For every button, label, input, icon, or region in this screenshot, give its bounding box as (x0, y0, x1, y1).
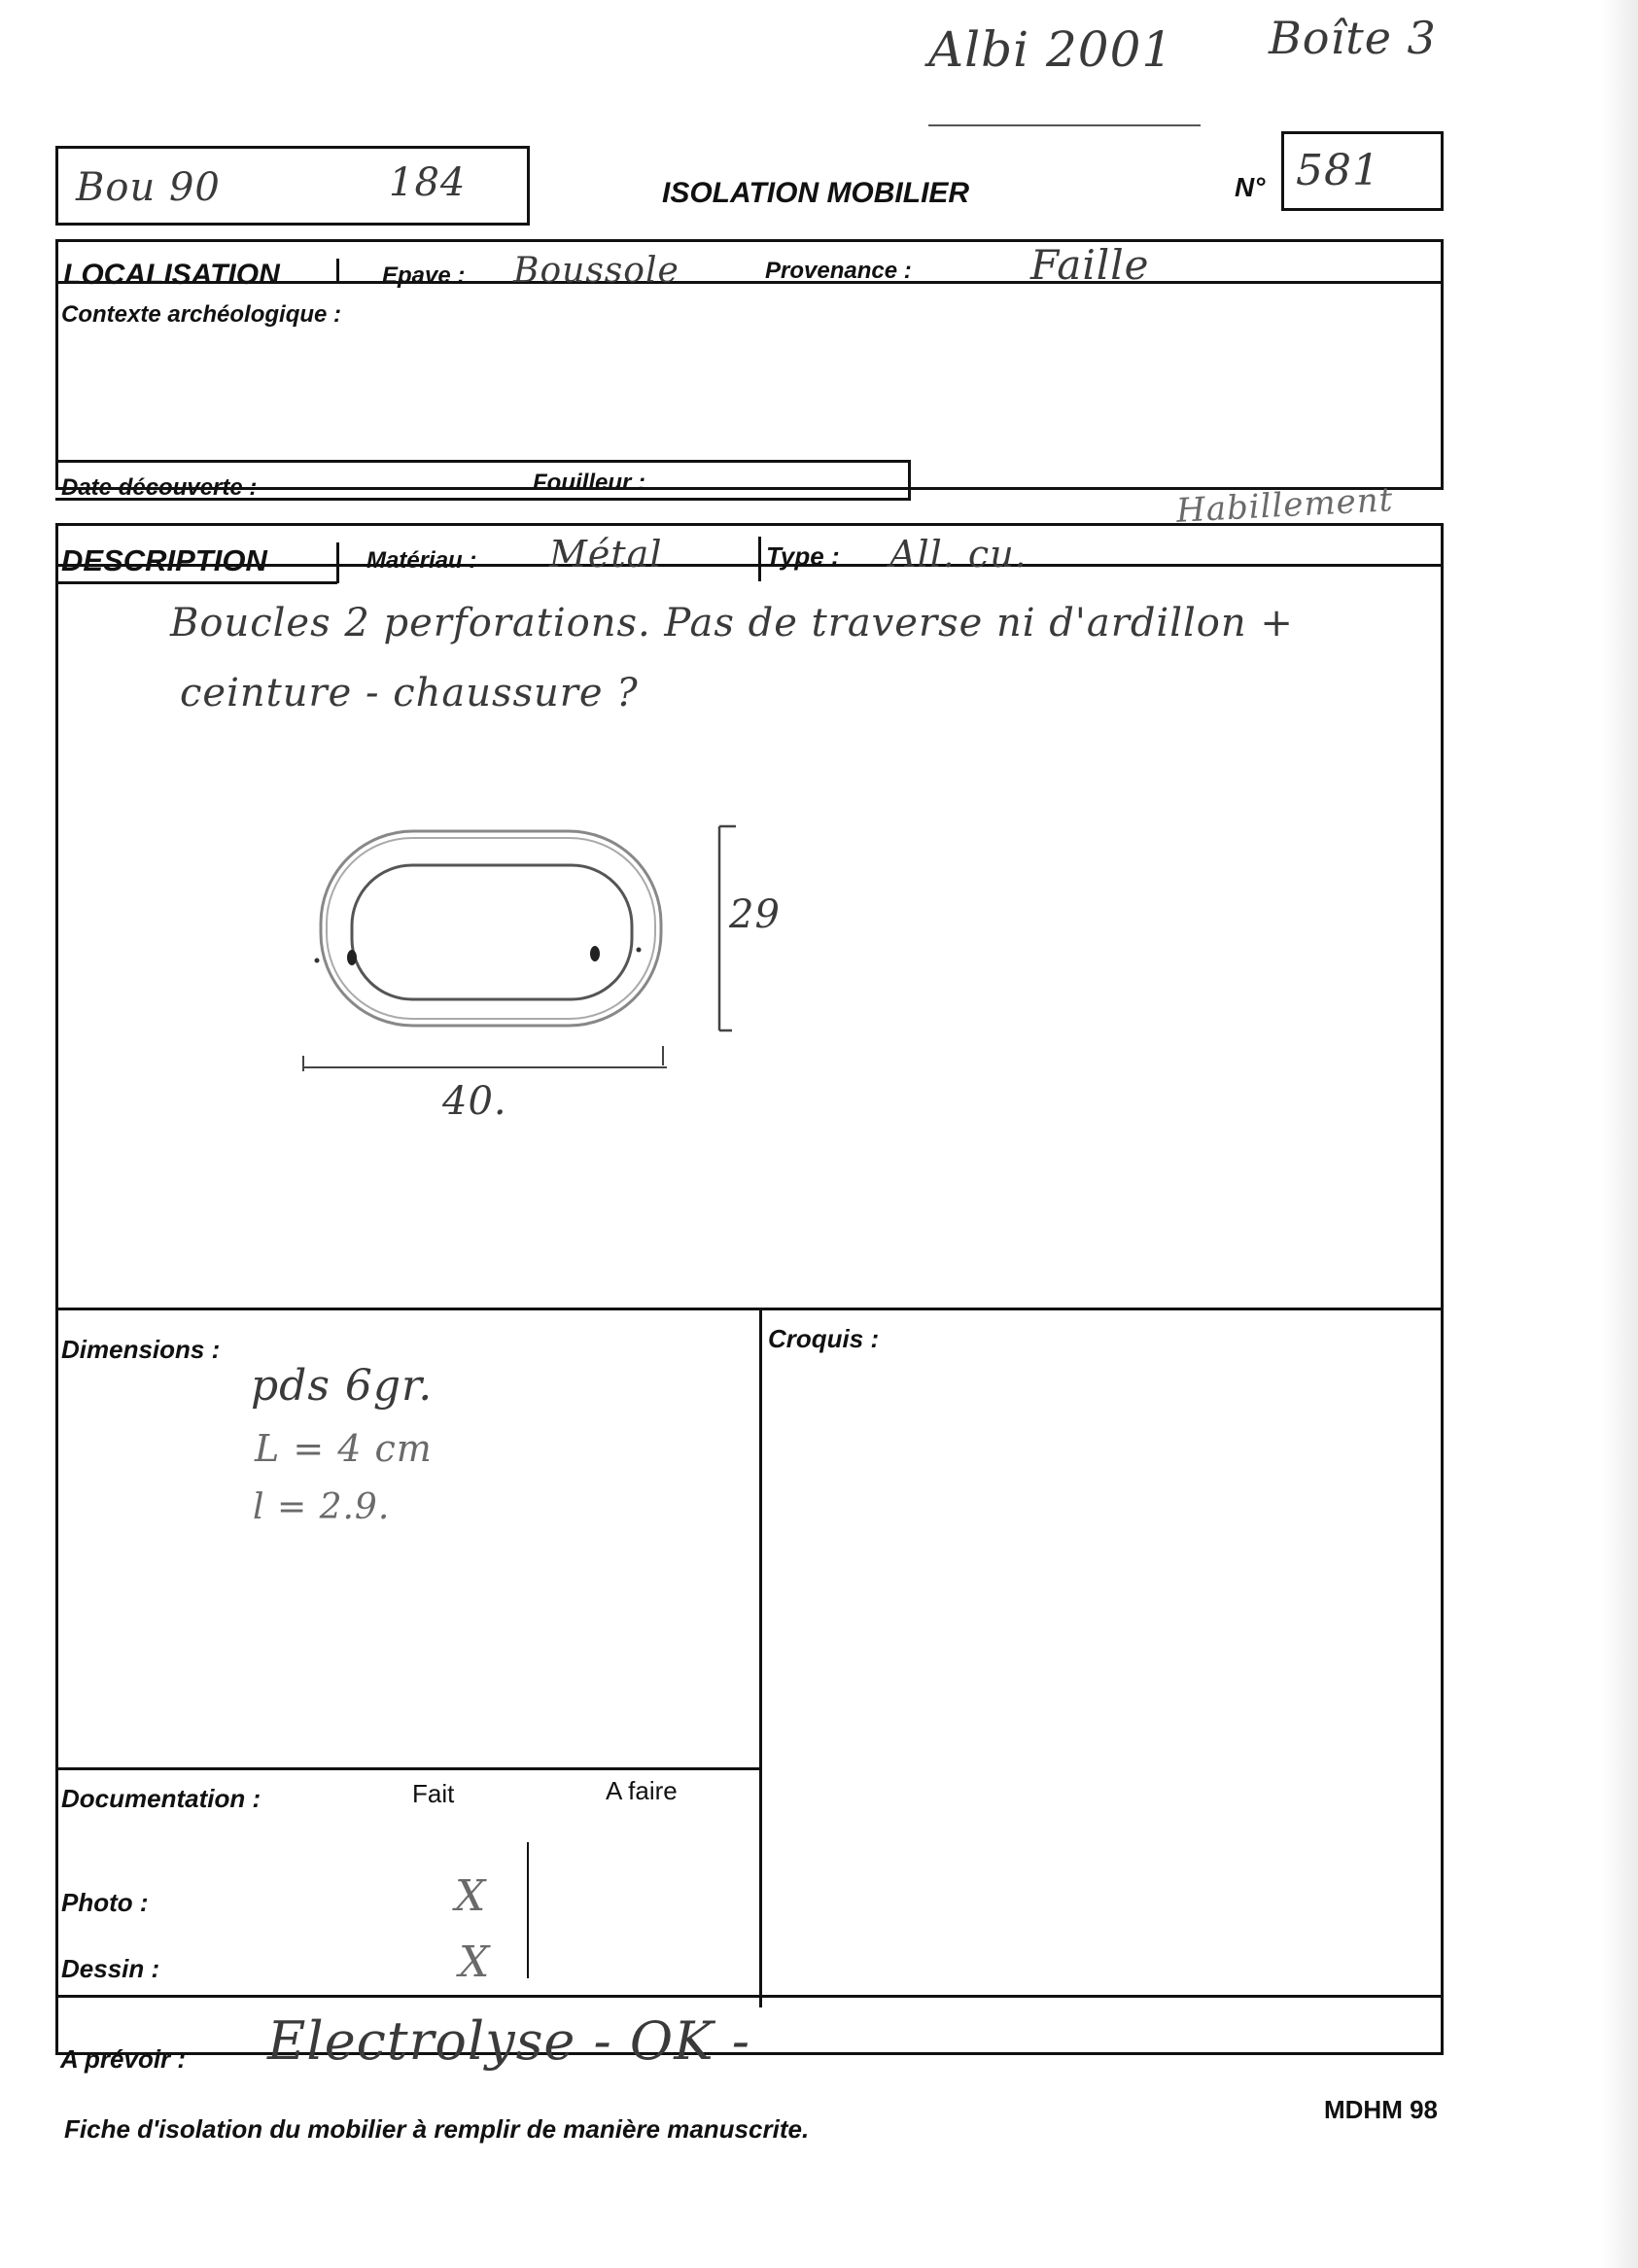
epave-value: Boussole (513, 251, 680, 291)
photo-label: Photo : (61, 1888, 149, 1917)
sketch-height-value: 29 (729, 892, 781, 937)
number-label: N° (1235, 172, 1266, 202)
date-row-top-line (55, 460, 911, 463)
description-label-divider (336, 542, 339, 583)
type-divider (758, 537, 761, 581)
localisation-label-divider (336, 259, 339, 283)
description-label-underline (55, 581, 337, 584)
provenance-value: Faille (1030, 241, 1150, 289)
documentation-label: Documentation : (61, 1784, 261, 1813)
top-handwritten-note: Albi 2001 (928, 21, 1174, 78)
date-label: Date découverte : (61, 474, 258, 501)
provenance-label: Provenance : (765, 258, 912, 284)
materiau-value: Métal (549, 533, 663, 576)
type-label: Type : (766, 541, 840, 571)
a-prevoir-value: Electrolyse - OK - (267, 2010, 750, 2072)
documentation-col-fait: Fait (412, 1779, 455, 1808)
dimensions-weight: pds 6gr. (251, 1361, 434, 1411)
fouilleur-label: Fouilleur : (533, 470, 645, 496)
dimensions-length: L = 4 cm (255, 1427, 433, 1470)
dimensions-width: l = 2.9. (253, 1487, 391, 1527)
description-block (55, 523, 1444, 2055)
dessin-label: Dessin : (61, 1954, 160, 1983)
description-section-label: DESCRIPTION (61, 543, 267, 577)
a-prevoir-top-line (55, 1995, 1444, 1998)
date-row-right-line (908, 460, 911, 499)
footer-code: MDHM 98 (1324, 2095, 1439, 2124)
box-handwritten-note: Boîte 3 (1269, 12, 1437, 64)
croquis-label: Croquis : (768, 1324, 880, 1353)
form-title: ISOLATION MOBILIER (662, 177, 970, 209)
documentation-col-a-faire: A faire (606, 1776, 678, 1805)
top-note-underline (928, 124, 1201, 126)
materiau-label: Matériau : (366, 547, 477, 574)
epave-label: Epave : (382, 262, 466, 289)
margin-note-habillement: Habillement (1175, 480, 1395, 531)
dimensions-label: Dimensions : (61, 1335, 221, 1364)
contexte-label: Contexte archéologique : (61, 301, 342, 328)
documentation-column-divider (527, 1842, 529, 1978)
type-value: All. cu. (889, 533, 1028, 576)
description-text-line2: ceinture - chaussure ? (180, 671, 639, 715)
description-text-line1: Boucles 2 perforations. Pas de traverse ni d'ardillon + (170, 601, 1294, 646)
dimensions-croquis-divider (759, 1308, 762, 2007)
reference-code: Bou 90 (76, 165, 221, 210)
localisation-section-label: LOCALISATION (63, 259, 280, 291)
a-prevoir-label: A prévoir : (60, 2044, 187, 2074)
scan-edge (1601, 0, 1638, 2268)
number-value: 581 (1296, 146, 1380, 195)
reference-number: 184 (389, 160, 467, 205)
dessin-fait-mark: X (459, 1937, 491, 1987)
dimensions-top-line (55, 1308, 1444, 1310)
documentation-top-line (55, 1767, 762, 1770)
photo-fait-mark: X (455, 1871, 487, 1921)
footer-note: Fiche d'isolation du mobilier à remplir de manière manuscrite. (64, 2114, 810, 2144)
sketch-width-value: 40. (442, 1079, 507, 1124)
buckle-sketch (292, 817, 739, 1147)
